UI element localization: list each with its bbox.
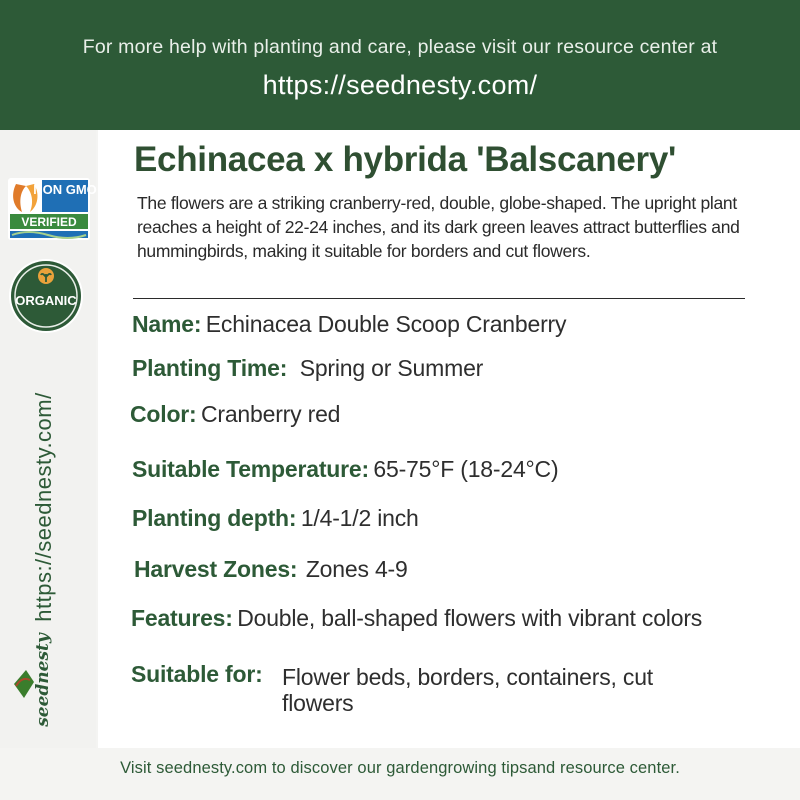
spec-value: Zones 4-9 bbox=[305, 556, 408, 582]
product-description: The flowers are a striking cranberry-red, double, globe-shaped. The upright plant reaches a height of 22-24 inches, and its dark green leaves attract butterflies and hummingbirds, making it suitable for borders and cut flowers. bbox=[137, 193, 740, 261]
spec-value: Echinacea Double Scoop Cranberry bbox=[205, 311, 567, 337]
footer-text: Visit seednesty.com to discover our gardengrowing tipsand resource center. bbox=[120, 759, 680, 777]
vertical-url-text[interactable]: https://seednesty.com/ bbox=[31, 392, 56, 622]
spec-row-name bbox=[132, 311, 566, 338]
spec-label: Suitable for: bbox=[131, 661, 263, 687]
sidebar bbox=[0, 130, 96, 748]
non-gmo-verified-badge bbox=[8, 178, 97, 240]
spec-value: Flower beds, borders, containers, cut flowers bbox=[282, 664, 653, 716]
spec-label: Name: bbox=[132, 311, 202, 337]
spec-row-planting-depth bbox=[132, 505, 419, 532]
spec-label: Planting Time: bbox=[132, 355, 288, 381]
spec-value: Spring or Summer bbox=[299, 355, 484, 381]
header-help-text: For more help with planting and care, please visit our resource center at bbox=[82, 36, 718, 58]
svg-text:ORGANIC: ORGANIC bbox=[15, 293, 77, 308]
spec-row-harvest-zones bbox=[134, 556, 408, 583]
divider bbox=[133, 298, 745, 299]
svg-text:seednesty: seednesty bbox=[33, 633, 53, 727]
spec-label: Features: bbox=[131, 605, 233, 631]
spec-value: 1/4-1/2 inch bbox=[300, 505, 419, 531]
spec-row-suitable-for bbox=[131, 661, 653, 716]
organic-badge bbox=[8, 258, 84, 334]
spec-row-color bbox=[130, 401, 340, 428]
seednesty-logo bbox=[8, 633, 88, 740]
svg-text:VERIFIED: VERIFIED bbox=[21, 215, 77, 229]
spec-label: Planting depth: bbox=[132, 505, 297, 531]
spec-value: 65-75°F (18-24°C) bbox=[373, 456, 559, 482]
product-title: Echinacea x hybrida 'Balscanery' bbox=[134, 140, 677, 179]
header-url[interactable]: https://seednesty.com/ bbox=[262, 70, 538, 100]
spec-label: Harvest Zones: bbox=[134, 556, 298, 582]
svg-text:NON GMO: NON GMO bbox=[33, 182, 97, 197]
spec-value: Double, ball-shaped flowers with vibrant colors bbox=[237, 605, 703, 631]
header-banner bbox=[0, 0, 800, 130]
spec-value: Cranberry red bbox=[200, 401, 341, 427]
spec-row-temperature bbox=[132, 456, 558, 483]
spec-row-features bbox=[131, 605, 702, 632]
spec-label: Color: bbox=[130, 401, 197, 427]
spec-row-planting-time bbox=[132, 355, 483, 382]
spec-label: Suitable Temperature: bbox=[132, 456, 369, 482]
footer bbox=[0, 748, 800, 800]
